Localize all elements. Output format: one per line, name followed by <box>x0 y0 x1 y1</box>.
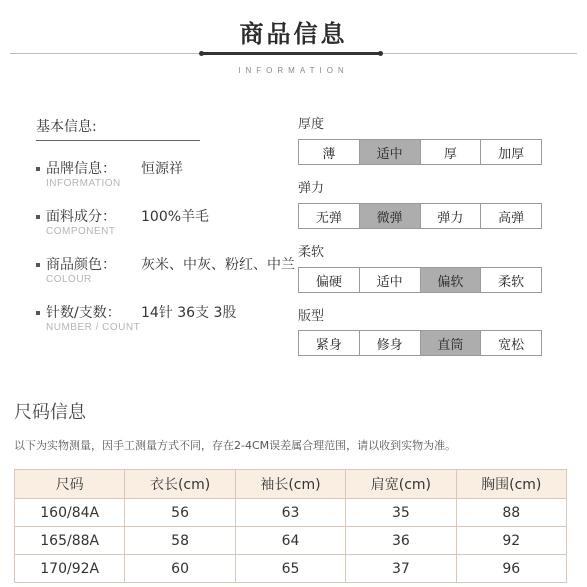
attribute-material <box>36 206 296 246</box>
table-cell: 58 <box>125 527 235 555</box>
bullet-icon <box>36 263 40 267</box>
option-extra-thick[interactable]: 加厚 <box>498 146 525 162</box>
option-fairly-soft[interactable]: 偏软 <box>421 268 482 292</box>
elasticity-options <box>298 203 542 229</box>
table-row <box>15 527 567 555</box>
attribute-value: 100%羊毛 <box>141 209 210 225</box>
size-table <box>14 469 567 583</box>
header-size: 尺码 <box>15 470 125 499</box>
table-cell: 88 <box>456 499 566 527</box>
fit-options <box>298 330 542 356</box>
table-cell: 56 <box>125 499 235 527</box>
header-chest: 胸围(cm) <box>456 470 566 499</box>
table-cell: 92 <box>456 527 566 555</box>
size-note: 以下为实物测量，因手工测量方式不同，存在2-4CM误差属合理范围，请以收到实物为准。 <box>14 439 457 452</box>
fit-label: 版型 <box>298 309 325 324</box>
thickness-options <box>298 139 542 165</box>
size-heading: 尺码信息 <box>14 402 86 423</box>
option-moderate[interactable]: 适中 <box>360 268 421 292</box>
table-cell: 63 <box>235 499 345 527</box>
attribute-en-label: INFORMATION <box>46 178 121 189</box>
table-cell: 64 <box>235 527 345 555</box>
table-cell: 160/84A <box>15 499 125 527</box>
attribute-value: 灰米、中灰、粉红、中兰 <box>141 257 295 273</box>
elasticity-label: 弹力 <box>298 181 325 196</box>
attribute-label: 品牌信息： <box>46 161 116 177</box>
option-tight[interactable]: 紧身 <box>299 331 360 355</box>
bullet-icon <box>36 215 40 219</box>
table-header-row <box>15 470 567 499</box>
option-high-stretch[interactable]: 高弹 <box>498 210 525 226</box>
option-medium[interactable]: 适中 <box>360 140 421 164</box>
table-cell: 165/88A <box>15 527 125 555</box>
table-cell: 65 <box>235 555 345 583</box>
header-shoulder: 肩宽(cm) <box>346 470 456 499</box>
table-cell: 60 <box>125 555 235 583</box>
divider-dot-right <box>378 51 383 56</box>
attribute-colour <box>36 254 296 294</box>
basic-info-heading: 基本信息: <box>36 119 97 135</box>
table-row <box>15 555 567 583</box>
attribute-count <box>36 302 296 342</box>
page-title: 商品信息 <box>239 19 348 48</box>
attribute-value: 14针 36支 3股 <box>141 305 237 321</box>
attribute-brand <box>36 158 296 198</box>
table-cell: 170/92A <box>15 555 125 583</box>
bullet-icon <box>36 167 40 171</box>
table-cell: 36 <box>346 527 456 555</box>
table-cell: 37 <box>346 555 456 583</box>
table-cell: 35 <box>346 499 456 527</box>
table-row <box>15 499 567 527</box>
attribute-value: 恒源祥 <box>141 161 183 177</box>
page-subtitle: INFORMATION <box>238 66 349 75</box>
option-stiff[interactable]: 偏硬 <box>299 268 360 292</box>
option-soft[interactable]: 柔软 <box>498 274 525 290</box>
option-stretch[interactable]: 弹力 <box>421 204 482 228</box>
attribute-en-label: COMPONENT <box>46 226 116 237</box>
thickness-label: 厚度 <box>298 117 325 132</box>
attribute-en-label: COLOUR <box>46 274 92 285</box>
header-sleeve: 袖长(cm) <box>235 470 345 499</box>
option-thick[interactable]: 厚 <box>421 140 482 164</box>
softness-options <box>298 267 542 293</box>
attribute-label: 面料成分： <box>46 209 116 225</box>
divider-dot-left <box>199 51 204 56</box>
option-slight-stretch[interactable]: 微弹 <box>360 204 421 228</box>
basic-info-underline <box>36 140 200 141</box>
attribute-label: 商品颜色： <box>46 257 116 273</box>
header-length: 衣长(cm) <box>125 470 235 499</box>
attribute-label: 针数/支数： <box>46 305 121 321</box>
option-loose[interactable]: 宽松 <box>498 337 525 353</box>
attribute-en-label: NUMBER / COUNT <box>46 322 141 333</box>
option-thin[interactable]: 薄 <box>299 140 360 164</box>
option-straight[interactable]: 直筒 <box>421 331 482 355</box>
title-divider-accent <box>202 52 380 55</box>
option-no-stretch[interactable]: 无弹 <box>299 204 360 228</box>
option-slim[interactable]: 修身 <box>360 331 421 355</box>
bullet-icon <box>36 311 40 315</box>
softness-label: 柔软 <box>298 245 325 260</box>
table-cell: 96 <box>456 555 566 583</box>
